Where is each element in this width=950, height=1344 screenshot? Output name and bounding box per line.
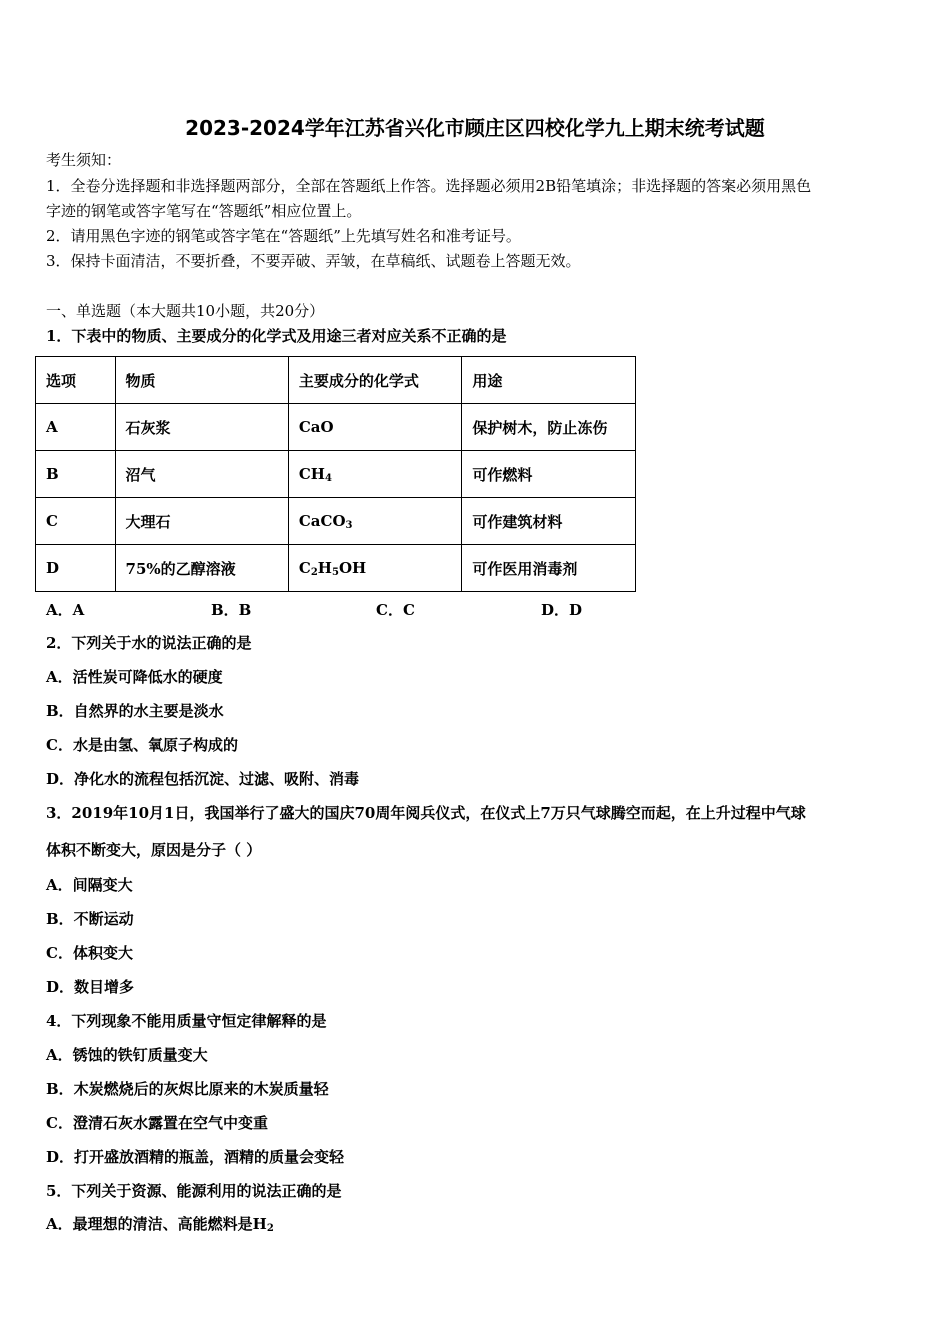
table-cell-formula: [288, 545, 461, 592]
table-header-row: [36, 357, 636, 404]
table-cell-option: B: [36, 451, 116, 498]
notice-heading: 考生须知：: [46, 151, 122, 169]
table-cell-option: D: [36, 545, 116, 592]
table-cell-substance: 75%的乙醇溶液: [115, 545, 288, 592]
table-cell-substance: 石灰浆: [115, 404, 288, 451]
formula-subscript: 3: [345, 520, 353, 531]
question-3-stem-line-2: 体积不断变大，原因是分子（ ）: [46, 841, 262, 859]
table-row: [36, 451, 636, 498]
question-4-stem: 4．下列现象不能用质量守恒定律解释的是: [46, 1012, 327, 1030]
question-3-option-c: C．体积变大: [46, 944, 133, 962]
option-text: A．最理想的清洁、高能燃料是H: [46, 1215, 267, 1233]
question-2-stem: 2．下列关于水的说法正确的是: [46, 634, 252, 652]
table-row: [36, 498, 636, 545]
formula-subscript: 2: [266, 1223, 274, 1234]
question-2-option-a: A．活性炭可降低水的硬度: [46, 668, 223, 686]
table-row: [36, 545, 636, 592]
table-header-cell: 选项: [36, 357, 116, 404]
question-1-choice-b: B．B: [211, 601, 252, 619]
formula-text: CaCO: [298, 512, 346, 530]
table-header-cell: 主要成分的化学式: [288, 357, 461, 404]
formula-text: OH: [338, 559, 367, 577]
table-cell-substance: 沼气: [115, 451, 288, 498]
section-heading: 一、单选题（本大题共10小题，共20分）: [46, 302, 325, 320]
table-cell-use: 可作医用消毒剂: [462, 545, 636, 592]
question-1-choice-a: A．A: [46, 601, 85, 619]
table-header-cell: 物质: [115, 357, 288, 404]
question-3-option-d: D．数目增多: [46, 978, 135, 996]
table-cell-formula: [288, 404, 461, 451]
formula-text: C: [298, 559, 311, 577]
question-1-choice-c: C．C: [376, 601, 415, 619]
table-cell-use: 可作燃料: [462, 451, 636, 498]
question-3-option-b: B．不断运动: [46, 910, 134, 928]
table-cell-option: A: [36, 404, 116, 451]
question-2-option-b: B．自然界的水主要是淡水: [46, 702, 224, 720]
question-4-option-a: A．锈蚀的铁钉质量变大: [46, 1046, 208, 1064]
question-3-stem-line-1: 3．2019年10月1日，我国举行了盛大的国庆70周年阅兵仪式，在仪式上7万只气球腾空而起，在上升过程中气球: [46, 804, 806, 822]
table-cell-substance: 大理石: [115, 498, 288, 545]
table-row: [36, 404, 636, 451]
question-1-choice-d: D．D: [541, 601, 583, 619]
question-1-stem: 1．下表中的物质、主要成分的化学式及用途三者对应关系不正确的是: [46, 327, 507, 345]
question-4-option-d: D．打开盛放酒精的瓶盖，酒精的质量会变轻: [46, 1148, 345, 1166]
page-title: 2023-2024学年江苏省兴化市顾庄区四校化学九上期末统考试题: [185, 116, 765, 140]
table-cell-use: 可作建筑材料: [462, 498, 636, 545]
question-2-option-d: D．净化水的流程包括沉淀、过滤、吸附、消毒: [46, 770, 360, 788]
question-3-option-a: A．间隔变大: [46, 876, 133, 894]
question-4-option-b: B．木炭燃烧后的灰烬比原来的木炭质量轻: [46, 1080, 329, 1098]
table-cell-use: 保护树木，防止冻伤: [462, 404, 636, 451]
formula-subscript: 4: [324, 473, 332, 484]
table-cell-option: C: [36, 498, 116, 545]
table-cell-formula: [288, 498, 461, 545]
formula-text: CaO: [298, 418, 334, 436]
question-1-table: [35, 356, 636, 592]
question-5-option-a: [46, 1214, 274, 1234]
notice-line-4: 3．保持卡面清洁，不要折叠，不要弄破、弄皱，在草稿纸、试题卷上答题无效。: [46, 252, 581, 270]
formula-subscript: 2: [310, 567, 318, 578]
notice-line-3: 2．请用黑色字迹的钢笔或答字笔在“答题纸”上先填写姓名和准考证号。: [46, 227, 521, 245]
formula-subscript: 5: [331, 567, 339, 578]
formula-text: H: [317, 559, 332, 577]
table-cell-formula: [288, 451, 461, 498]
table-header-cell: 用途: [462, 357, 636, 404]
question-2-option-c: C．水是由氢、氧原子构成的: [46, 736, 238, 754]
question-5-stem: 5．下列关于资源、能源利用的说法正确的是: [46, 1182, 342, 1200]
question-4-option-c: C．澄清石灰水露置在空气中变重: [46, 1114, 268, 1132]
notice-line-1: 1．全卷分选择题和非选择题两部分，全部在答题纸上作答。选择题必须用2B铅笔填涂；非选择题的答案必须用黑色: [46, 177, 812, 195]
notice-line-2: 字迹的钢笔或答字笔写在“答题纸”相应位置上。: [46, 202, 362, 220]
formula-text: CH: [298, 465, 325, 483]
